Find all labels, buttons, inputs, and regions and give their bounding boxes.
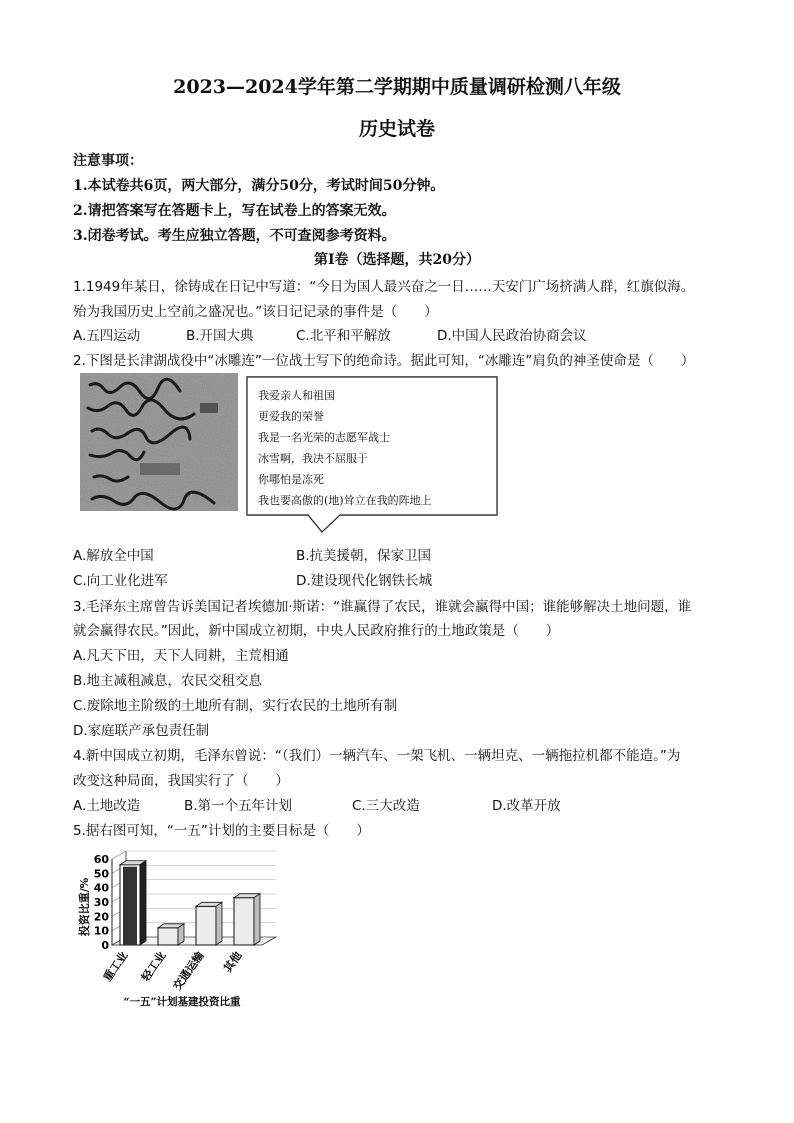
q4-option-b: B.第一个五年计划 [184,798,293,814]
q4-text: 4.新中国成立初期，毛泽东曾说：“（我们）一辆汽车、一架飞机、一辆坦克、一辆拖拉机都不能造。”为 [73,748,681,764]
notes-heading: 注意事项： [73,153,143,169]
q3-option-d: D.家庭联产承包责任制 [73,723,210,739]
q2-text: 2.下图是长津湖战役中“冰雕连”一位战士写下的绝命诗。据此可知，“冰雕连”肩负的神圣使命是（ ） [73,353,695,369]
q4-option-a: A.土地改造 [73,798,141,814]
y-tick-label: 10 [93,924,109,938]
q2-option-a: A.解放全中国 [73,548,154,564]
q1-option-d: D.中国人民政治协商会议 [437,328,587,344]
q1-option-b: B.开国大典 [186,328,254,344]
handwritten-poem-photo [80,373,238,511]
q4-option-d: D.改革开放 [492,798,561,814]
q1-text: 1.1949年某日，徐铸成在日记中写道：“今日为国人最兴奋之一日……天安门广场挤满人群，红旗似海。 [73,279,695,295]
q3-option-a: A.凡天下田，天下人同耕，主荒相通 [73,648,289,664]
x-category-label: 交通运输 [170,949,207,993]
y-tick-label: 0 [101,939,109,952]
bar-side [178,924,184,945]
poem-line: 更爱我的荣誉 [258,410,324,423]
bar-side [254,894,260,945]
q5-text: 5.据右图可知，“一五”计划的主要目标是（ ） [73,823,370,839]
note-item: 3.闭卷考试。考生应独立答题，不可查阅参考资料。 [73,228,396,244]
poem-line: 我爱亲人和祖国 [258,389,335,402]
note-item: 2.请把答案写在答题卡上，写在试卷上的答案无效。 [73,203,396,219]
y-tick-label: 60 [93,853,109,866]
note-item: 1.本试卷共6页，两大部分，满分50分，考试时间50分钟。 [73,178,445,194]
q4-text: 改变这种局面，我国实行了（ ） [73,773,289,789]
q4-option-c: C.三大改造 [352,798,420,814]
q3-option-b: B.地主减租减息，农民交租交息 [73,673,263,689]
poem-line: 我是一名光荣的志愿军战士 [258,431,390,444]
q3-option-c: C.废除地主阶级的土地所有制，实行农民的土地所有制 [73,698,398,714]
bar [196,906,216,945]
bar [234,898,254,945]
bar [158,928,178,945]
x-category-label: 轻工业 [138,949,169,984]
poem-line: 你哪怕是冻死 [258,473,324,486]
y-tick-label: 30 [93,896,109,909]
q2-option-c: C.向工业化进军 [73,573,168,589]
poem-line: 我也要高傲的(地)耸立在我的阵地上 [258,494,432,507]
q1-text: 殆为我国历史上空前之盛况也。”该日记记录的事件是（ ） [73,304,438,320]
q3-text: 就会赢得农民。”因此，新中国成立初期，中央人民政府推行的土地政策是（ ） [73,623,560,639]
gridline [112,851,126,859]
poem-line: 冰雪啊，我决不屈服于 [258,452,368,465]
chart-caption: “一五”计划基建投资比重 [123,996,241,1008]
bar-side [216,902,222,945]
bar-shade [123,867,137,945]
y-tick-label: 40 [93,881,109,895]
x-category-label: 其他 [221,949,245,975]
x-category-label: 重工业 [100,949,131,984]
exam-title: 2023—2024学年第二学期期中质量调研检测八年级 [173,76,621,98]
q1-option-c: C.北平和平解放 [296,328,391,344]
q1-option-a: A.五四运动 [73,328,141,344]
bar-side [140,861,146,945]
q2-option-d: D.建设现代化钢铁长城 [296,573,433,589]
investment-bar-chart [72,845,292,1017]
q2-option-b: B.抗美援朝，保家卫国 [296,548,432,564]
section-heading: 第Ⅰ卷（选择题，共20分） [313,252,481,268]
exam-subtitle: 历史试卷 [358,118,435,140]
y-axis-label: 投资比重/% [78,877,91,937]
y-tick-label: 50 [93,867,109,881]
y-tick-label: 20 [93,910,109,924]
q3-text: 3.毛泽东主席曾告诉美国记者埃德加·斯诺：“谁赢得了农民，谁就会赢得中国；谁能够解决土地问题，谁 [73,599,692,615]
